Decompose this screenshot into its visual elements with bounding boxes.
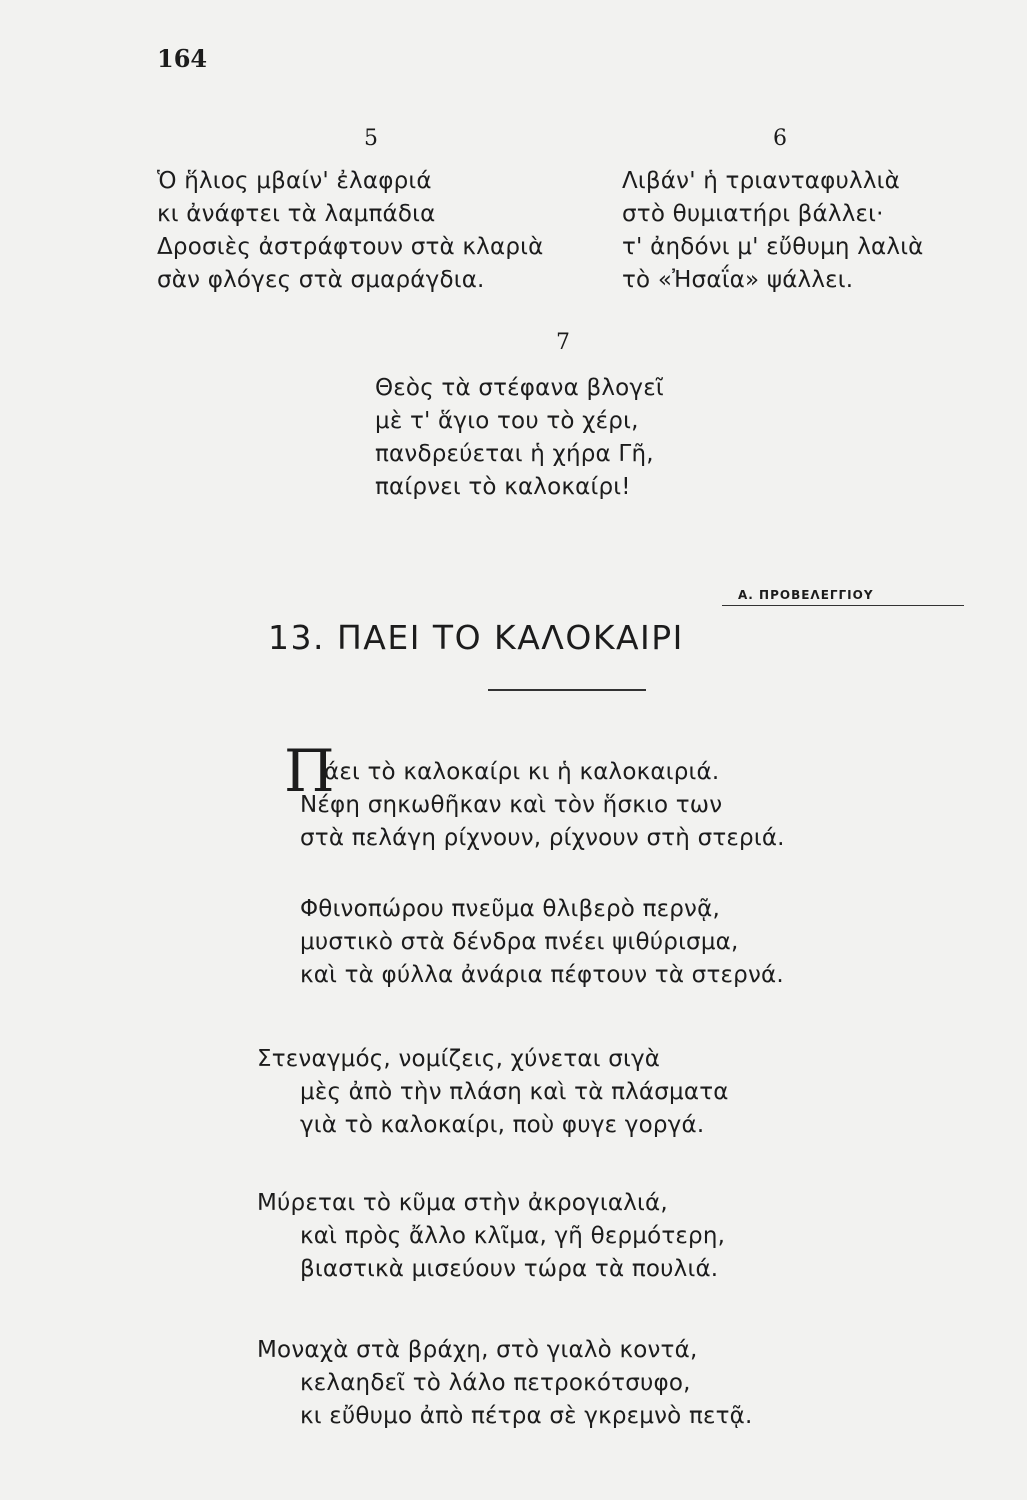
verse-line: Ὁ ἥλιος μβαίν' ἐλαφριά bbox=[157, 168, 432, 194]
verse-line: σὰν φλόγες στὰ σμαράγδια. bbox=[157, 267, 485, 293]
verse-line: κι εὔθυμο ἀπὸ πέτρα σὲ γκρεμνὸ πετᾷ. bbox=[300, 1403, 753, 1429]
author-signature: Α. ΠΡΟΒΕΛΕΓΓΙΟΥ bbox=[738, 588, 874, 602]
verse-line: καὶ πρὸς ἄλλο κλῖμα, γῆ θερμότερη, bbox=[300, 1223, 726, 1249]
poem-first-line: άει τὸ καλοκαίρι κι ἡ καλοκαιριά. bbox=[324, 759, 720, 785]
verse-line: Θεὸς τὰ στέφανα βλογεῖ bbox=[375, 375, 664, 401]
stanza-number-5: 5 bbox=[364, 126, 378, 151]
verse-line: καὶ τὰ φύλλα ἀνάρια πέφτουν τὰ στερνά. bbox=[300, 962, 784, 988]
verse-line: στὰ πελάγη ρίχνουν, ρίχνουν στὴ στεριά. bbox=[300, 825, 785, 851]
verse-line: Νέφη σηκωθῆκαν καὶ τὸν ἥσκιο των bbox=[300, 792, 723, 818]
verse-line: Φθινοπώρου πνεῦμα θλιβερὸ περνᾷ, bbox=[300, 896, 720, 922]
verse-line: τὸ «Ἠσαΐα» ψάλλει. bbox=[622, 267, 854, 293]
poem-title: 13. ΠΑΕΙ ΤΟ ΚΑΛΟΚΑΙΡΙ bbox=[268, 618, 684, 657]
verse-line: βιαστικὰ μισεύουν τώρα τὰ πουλιά. bbox=[300, 1256, 719, 1282]
title-divider bbox=[488, 689, 646, 691]
stanza-6 bbox=[622, 165, 924, 297]
verse-line: πανδρεύεται ἡ χήρα Γῆ, bbox=[375, 441, 654, 467]
stanza-number-7: 7 bbox=[556, 330, 570, 355]
verse-line: Μύρεται τὸ κῦμα στὴν ἀκρογιαλιά, bbox=[257, 1190, 668, 1216]
poem-stanza-1 bbox=[300, 789, 785, 855]
verse-line: Μοναχὰ στὰ βράχη, στὸ γιαλὸ κοντά, bbox=[257, 1337, 698, 1363]
verse-line: κι ἀνάφτει τὰ λαμπάδια bbox=[157, 201, 436, 227]
page-number: 164 bbox=[157, 44, 208, 73]
verse-line: Δροσιὲς ἀστράφτουν στὰ κλαριὰ bbox=[157, 234, 544, 260]
stanza-number-6: 6 bbox=[773, 126, 787, 151]
verse-line: μὲς ἀπὸ τὴν πλάση καὶ τὰ πλάσματα bbox=[300, 1079, 729, 1105]
verse-line: γιὰ τὸ καλοκαίρι, ποὺ φυγε γοργά. bbox=[300, 1112, 705, 1138]
poem-stanza-5 bbox=[257, 1334, 753, 1433]
verse-line: παίρνει τὸ καλοκαίρι! bbox=[375, 474, 631, 500]
verse-line: μὲ τ' ἅγιο του τὸ χέρι, bbox=[375, 408, 639, 434]
verse-line: μυστικὸ στὰ δένδρα πνέει ψιθύρισμα, bbox=[300, 929, 739, 955]
verse-line: στὸ θυμιατήρι βάλλει· bbox=[622, 201, 884, 227]
poem-stanza-2 bbox=[300, 893, 784, 992]
poem-stanza-3 bbox=[257, 1043, 729, 1142]
drop-cap: Π bbox=[284, 737, 335, 805]
verse-line: Λιβάν' ἡ τριανταφυλλιὰ bbox=[622, 168, 901, 194]
author-divider bbox=[722, 605, 964, 606]
stanza-7 bbox=[375, 372, 664, 504]
verse-line: τ' ἀηδόνι μ' εὔθυμη λαλιὰ bbox=[622, 234, 924, 260]
verse-line: Στεναγμός, νομίζεις, χύνεται σιγὰ bbox=[257, 1046, 661, 1072]
stanza-5 bbox=[157, 165, 543, 297]
poem-stanza-4 bbox=[257, 1187, 725, 1286]
verse-line: κελαηδεῖ τὸ λάλο πετροκότσυφο, bbox=[300, 1370, 691, 1396]
